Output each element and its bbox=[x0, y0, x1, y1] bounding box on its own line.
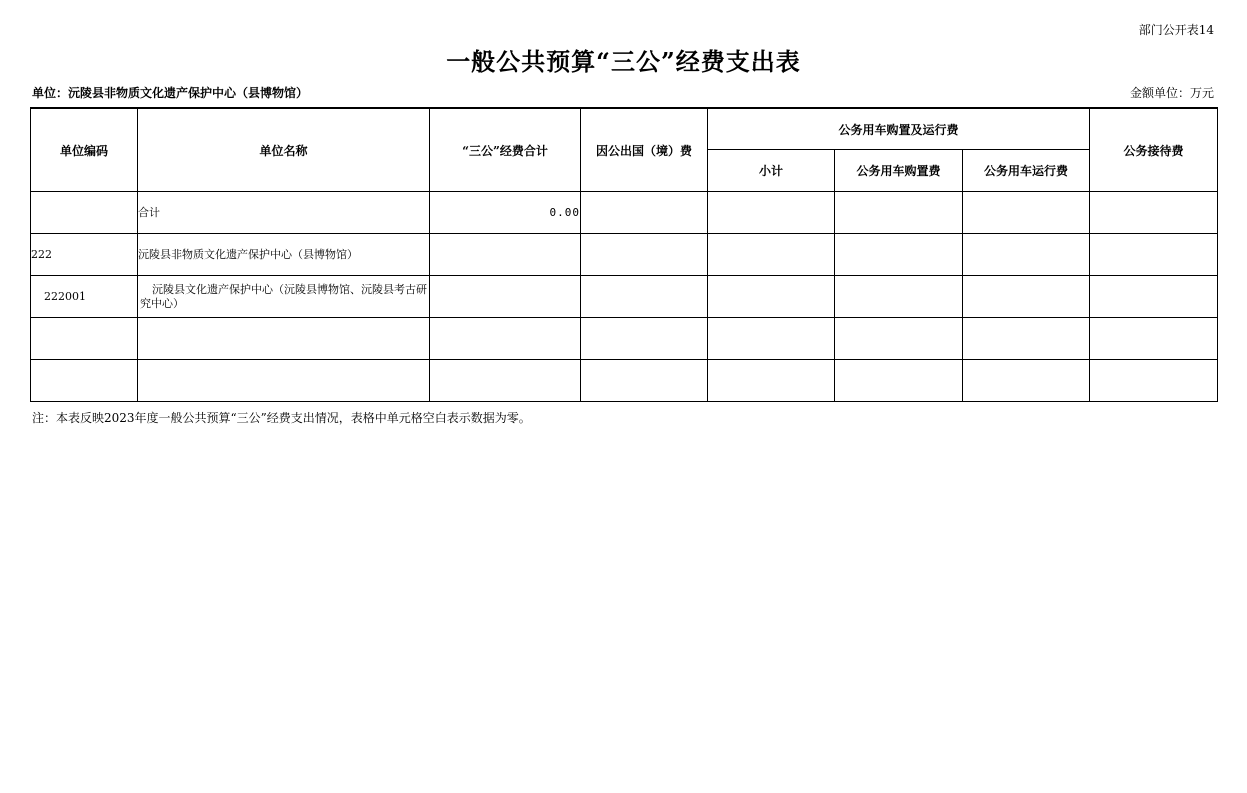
cell-purchase bbox=[835, 192, 963, 234]
empty-cell bbox=[430, 318, 581, 360]
cell-overseas bbox=[581, 192, 708, 234]
cell-code bbox=[31, 192, 138, 234]
budget-table bbox=[30, 107, 1218, 402]
cell-reception bbox=[1090, 234, 1218, 276]
cell-operation bbox=[963, 234, 1090, 276]
table-row-empty bbox=[31, 318, 1218, 360]
cell-subtotal bbox=[708, 234, 835, 276]
table-row-total bbox=[31, 192, 1218, 234]
cell-name: 沅陵县文化遗产保护中心（沅陵县博物馆、沅陵县考古研究中心） bbox=[138, 276, 430, 318]
header-vehicle-operation: 公务用车运行费 bbox=[963, 150, 1090, 192]
cell-purchase bbox=[835, 276, 963, 318]
cell-operation bbox=[963, 276, 1090, 318]
header-vehicle-purchase: 公务用车购置费 bbox=[835, 150, 963, 192]
empty-cell bbox=[1090, 360, 1218, 402]
empty-cell bbox=[31, 318, 138, 360]
empty-cell bbox=[138, 318, 430, 360]
unit-label: 单位：沅陵县非物质文化遗产保护中心（县博物馆） bbox=[32, 86, 309, 100]
empty-cell bbox=[708, 360, 835, 402]
cell-overseas bbox=[581, 276, 708, 318]
empty-cell bbox=[708, 318, 835, 360]
cell-total bbox=[430, 276, 581, 318]
header-reception: 公务接待费 bbox=[1090, 108, 1218, 192]
page-title: 一般公共预算“三公”经费支出表 bbox=[446, 47, 801, 76]
cell-code: 222 bbox=[31, 234, 138, 276]
cell-operation bbox=[963, 192, 1090, 234]
empty-cell bbox=[963, 360, 1090, 402]
empty-cell bbox=[138, 360, 430, 402]
header-unit-name: 单位名称 bbox=[138, 108, 430, 192]
cell-subtotal bbox=[708, 192, 835, 234]
cell-code: 222001 bbox=[31, 276, 138, 318]
empty-cell bbox=[430, 360, 581, 402]
amount-unit-label: 金额单位：万元 bbox=[1129, 86, 1214, 100]
cell-name: 沅陵县非物质文化遗产保护中心（县博物馆） bbox=[138, 234, 430, 276]
cell-reception bbox=[1090, 276, 1218, 318]
empty-cell bbox=[31, 360, 138, 402]
cell-subtotal bbox=[708, 276, 835, 318]
cell-purchase bbox=[835, 234, 963, 276]
header-vehicle-group: 公务用车购置及运行费 bbox=[708, 108, 1090, 150]
empty-cell bbox=[581, 360, 708, 402]
header-total: “三公”经费合计 bbox=[430, 108, 581, 192]
header-unit-code: 单位编码 bbox=[31, 108, 138, 192]
cell-total: 0.00 bbox=[430, 192, 581, 234]
cell-name: 合计 bbox=[138, 192, 430, 234]
cell-overseas bbox=[581, 234, 708, 276]
empty-cell bbox=[1090, 318, 1218, 360]
cell-reception bbox=[1090, 192, 1218, 234]
footnote: 注：本表反映2023年度一般公共预算“三公”经费支出情况，表格中单元格空白表示数据为零。 bbox=[32, 411, 531, 425]
form-number: 部门公开表14 bbox=[1138, 23, 1214, 37]
cell-total bbox=[430, 234, 581, 276]
table-row bbox=[31, 276, 1218, 318]
empty-cell bbox=[835, 318, 963, 360]
table-row-empty bbox=[31, 360, 1218, 402]
empty-cell bbox=[581, 318, 708, 360]
empty-cell bbox=[963, 318, 1090, 360]
header-overseas: 因公出国（境）费 bbox=[581, 108, 708, 192]
table-row bbox=[31, 234, 1218, 276]
header-vehicle-subtotal: 小计 bbox=[708, 150, 835, 192]
empty-cell bbox=[835, 360, 963, 402]
